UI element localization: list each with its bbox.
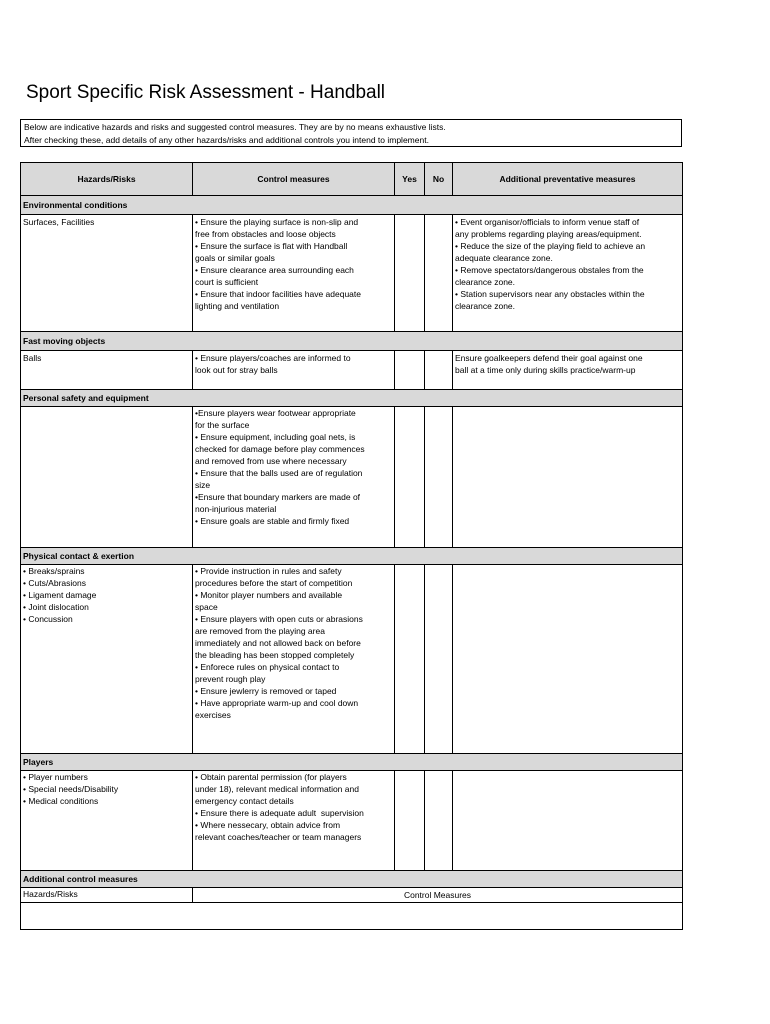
- fast-controls: • Ensure players/coaches are informed to look out for stray balls: [195, 353, 351, 375]
- env-additional: • Event organisor/officials to inform venue staff of any problems regarding playing areas/equipment. • Reduce the size of the playing field to achieve an adequate clearance zone. • Remove spectators/dangerous obstales from the clearance zone. • Station supervisors near any obstacles within the clearance zone.: [455, 217, 646, 311]
- intro-line-2: After checking these, add details of any other hazards/risks and additional controls you intend to implement.: [24, 135, 429, 145]
- players-controls: • Obtain parental permission (for players under 18), relevant medical information and emergency contact details • Ensure there is adequate adult supervision • Where nessecary, obtain advice from relevant coaches/teacher or team managers: [195, 772, 364, 842]
- header-no: No: [425, 163, 452, 195]
- section-physical-contact: Physical contact & exertion: [21, 548, 682, 564]
- env-hazards: Surfaces, Facilities: [23, 217, 95, 227]
- physical-controls: • Provide instruction in rules and safety procedures before the start of competition • Monitor player numbers and available space • Ensure players with open cuts or abrasions are removed from the playing area immediately and not allowed back on before the bleading has been stopped completely • Enforece rules on physical contact to prevent rough play • Ensure jewlerry is removed or taped • Have appropriate warm-up and cool down exercises: [195, 566, 363, 720]
- fast-hazards: Balls: [23, 353, 42, 363]
- section-personal-safety: Personal safety and equipment: [21, 390, 682, 406]
- section-environmental: Environmental conditions: [21, 196, 682, 214]
- additional-controls-label: Control Measures: [403, 890, 472, 900]
- physical-hazards: • Breaks/sprains • Cuts/Abrasions • Ligament damage • Joint dislocation • Concussion: [23, 566, 97, 624]
- env-controls: • Ensure the playing surface is non-slip and free from obstacles and loose objects • Ensure the surface is flat with Handball goals or similar goals • Ensure clearance area surrounding each court is sufficient • Ensure that indoor facilities have adequate lighting and ventilation: [195, 217, 361, 311]
- header-hazards: Hazards/Risks: [21, 163, 192, 195]
- additional-hazards-label: Hazards/Risks: [23, 889, 78, 899]
- section-players: Players: [21, 754, 682, 770]
- risk-assessment-table: [20, 162, 683, 930]
- page-title: Sport Specific Risk Assessment - Handball: [26, 82, 386, 103]
- personal-controls: •Ensure players wear footwear appropriate for the surface • Ensure equipment, including goal nets, is checked for damage before play commences and removed from use where necessary • Ensure that the balls used are of regulation size •Ensure that boundary markers are made of non-injurious material • Ensure goals are stable and firmly fixed: [195, 408, 365, 526]
- intro-line-1: Below are indicative hazards and risks and suggested control measures. They are by no means exhaustive lists.: [24, 122, 446, 132]
- header-yes: Yes: [395, 163, 424, 195]
- header-additional: Additional preventative measures: [453, 163, 682, 195]
- section-fast-moving: Fast moving objects: [21, 332, 682, 350]
- players-hazards: • Player numbers • Special needs/Disability • Medical conditions: [23, 772, 119, 806]
- intro-box: [20, 119, 682, 147]
- section-additional-controls: Additional control measures: [21, 871, 682, 887]
- header-controls: Control measures: [193, 163, 394, 195]
- fast-additional: Ensure goalkeepers defend their goal against one ball at a time only during skills practice/warm-up: [455, 353, 643, 375]
